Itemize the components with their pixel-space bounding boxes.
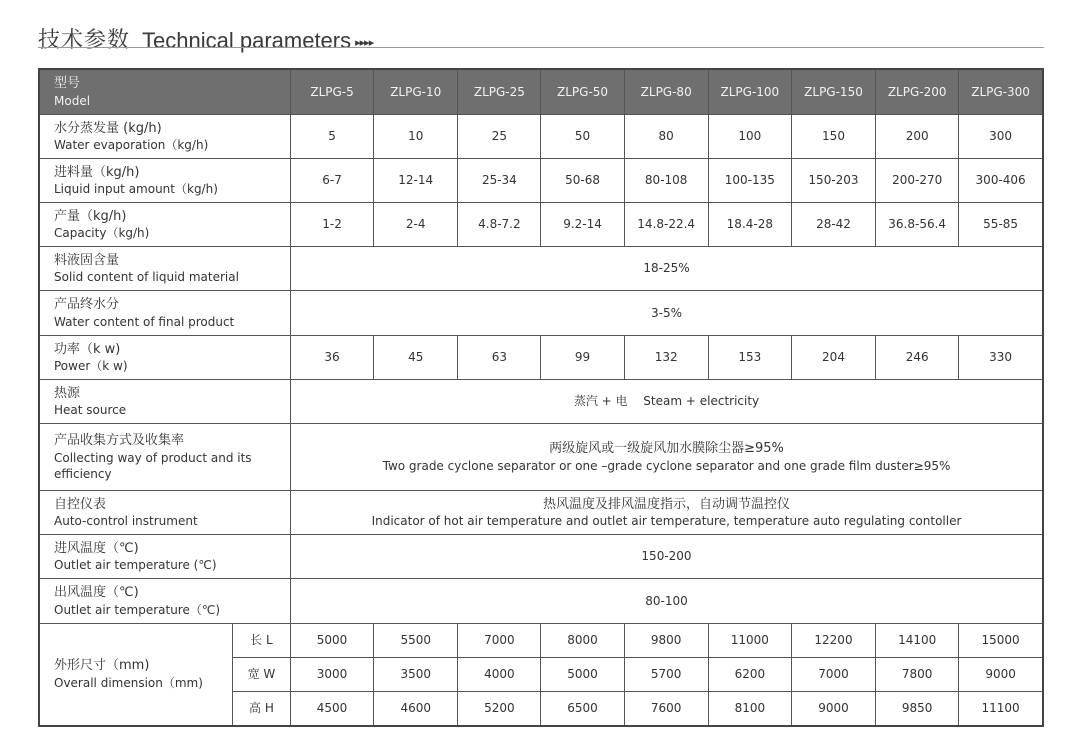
merged-value-cell: 18-25% (290, 247, 1043, 291)
row-label (39, 159, 290, 203)
label-en: Water evaporation（kg/h) (54, 138, 209, 153)
dimension-axis-label: 长 L (232, 624, 290, 658)
value-cell: 7800 (876, 658, 959, 692)
value-cell: 99 (541, 336, 624, 380)
value-cell: 3500 (374, 658, 458, 692)
model-header-cell: ZLPG-10 (374, 69, 458, 115)
value-cell: 50 (541, 115, 624, 159)
value-cell: 7000 (458, 624, 541, 658)
merged-value-cell: 80-100 (290, 579, 1043, 624)
row-label (39, 491, 290, 535)
value-cell: 36 (290, 336, 373, 380)
value-cell: 28-42 (791, 203, 875, 247)
value-cell: 11100 (959, 692, 1043, 726)
table-row (39, 247, 1043, 291)
label-en: Collecting way of product and its efficiency (54, 450, 252, 481)
table-row (39, 159, 1043, 203)
value-cell: 300 (959, 115, 1043, 159)
value-cell: 2-4 (374, 203, 458, 247)
value-cell: 150 (791, 115, 875, 159)
model-header-cell: ZLPG-100 (708, 69, 791, 115)
value-cell: 12-14 (374, 159, 458, 203)
value-cell: 55-85 (959, 203, 1043, 247)
row-label (39, 115, 290, 159)
label-cn: 型号 (54, 76, 81, 92)
value-cell: 6-7 (290, 159, 373, 203)
table-row (39, 535, 1043, 579)
value-cell: 204 (791, 336, 875, 380)
merged-value-en: Indicator of hot air temperature and outlet air temperature, temperature auto regulating contoller (371, 514, 962, 529)
merged-value-en: Two grade cyclone separator or one –grade cyclone separator and one grade film duster≥95% (382, 458, 951, 473)
row-label (39, 380, 290, 424)
value-cell: 4000 (458, 658, 541, 692)
model-header-cell: ZLPG-300 (959, 69, 1043, 115)
arrow-icon: ▸▸▸▸ (355, 36, 374, 49)
dimension-axis-label: 高 H (232, 692, 290, 726)
value-cell: 14.8-22.4 (624, 203, 708, 247)
value-cell: 132 (624, 336, 708, 380)
value-cell: 5000 (541, 658, 624, 692)
value-cell: 5700 (624, 658, 708, 692)
table-row (39, 424, 1043, 491)
value-cell: 4500 (290, 692, 373, 726)
value-cell: 150-203 (791, 159, 875, 203)
value-cell: 5 (290, 115, 373, 159)
model-header-cell: ZLPG-150 (791, 69, 875, 115)
heading-divider (38, 47, 1044, 48)
value-cell: 63 (458, 336, 541, 380)
value-cell: 45 (374, 336, 458, 380)
row-label (39, 247, 290, 291)
spec-table-body (39, 69, 1043, 726)
row-label (39, 203, 290, 247)
row-label (39, 535, 290, 579)
table-row (39, 115, 1043, 159)
value-cell: 8000 (541, 624, 624, 658)
merged-value-cn: 两级旋风或一级旋风加水膜除尘器≥95% (549, 441, 784, 457)
value-cell: 6500 (541, 692, 624, 726)
row-label (39, 336, 290, 380)
dimension-axis-label: 宽 W (232, 658, 290, 692)
label-en: Liquid input amount（kg/h) (54, 182, 218, 197)
value-cell: 9000 (959, 658, 1043, 692)
value-cell: 11000 (708, 624, 791, 658)
row-label (39, 69, 290, 115)
label-cn: 自控仪表 (54, 496, 107, 512)
spec-table (38, 68, 1044, 727)
model-header-cell: ZLPG-200 (876, 69, 959, 115)
label-en: Outlet air temperature (℃) (54, 558, 217, 573)
dimension-row (39, 624, 1043, 658)
value-cell: 25-34 (458, 159, 541, 203)
label-cn: 进风温度（℃) (54, 540, 139, 556)
label-cn: 水分蒸发量 (kg/h) (54, 120, 162, 136)
value-cell: 6200 (708, 658, 791, 692)
table-row (39, 380, 1043, 424)
value-cell: 25 (458, 115, 541, 159)
value-cell: 4.8-7.2 (458, 203, 541, 247)
label-cn: 出风温度（℃) (54, 585, 139, 601)
row-label (39, 579, 290, 624)
merged-value-cell: 150-200 (290, 535, 1043, 579)
header-row (39, 69, 1043, 115)
value-cell: 9000 (791, 692, 875, 726)
table-row (39, 291, 1043, 336)
table-row (39, 579, 1043, 624)
merged-value-cell (290, 424, 1043, 491)
merged-value-cn: 热风温度及排风温度指示，自动调节温控仪 (542, 496, 790, 512)
value-cell: 12200 (791, 624, 875, 658)
value-cell: 300-406 (959, 159, 1043, 203)
merged-value-cell: 蒸汽 + 电 Steam + electricity (290, 380, 1043, 424)
table-row (39, 336, 1043, 380)
label-cn: 产品终水分 (54, 297, 120, 313)
label-en: Overall dimension（mm) (54, 675, 203, 690)
value-cell: 153 (708, 336, 791, 380)
heading-cn: 技术参数 (38, 28, 131, 53)
model-header-cell: ZLPG-80 (624, 69, 708, 115)
merged-value-cell (290, 491, 1043, 535)
value-cell: 10 (374, 115, 458, 159)
value-cell: 5000 (290, 624, 373, 658)
label-cn: 外形尺寸（mm) (54, 658, 150, 674)
model-header-cell: ZLPG-5 (290, 69, 373, 115)
label-cn: 产品收集方式及收集率 (54, 433, 185, 449)
dimension-label (39, 624, 232, 726)
value-cell: 100 (708, 115, 791, 159)
value-cell: 80-108 (624, 159, 708, 203)
model-header-cell: ZLPG-50 (541, 69, 624, 115)
label-en: Solid content of liquid material (54, 270, 239, 285)
heading-en: Technical parameters (142, 28, 352, 53)
value-cell: 200-270 (876, 159, 959, 203)
label-en: Capacity（kg/h) (54, 226, 150, 241)
label-en: Auto-control instrument (54, 514, 198, 529)
merged-value-cell: 3-5% (290, 291, 1043, 336)
table-row (39, 203, 1043, 247)
table-row (39, 491, 1043, 535)
value-cell: 7000 (791, 658, 875, 692)
value-cell: 246 (876, 336, 959, 380)
value-cell: 36.8-56.4 (876, 203, 959, 247)
value-cell: 330 (959, 336, 1043, 380)
value-cell: 5200 (458, 692, 541, 726)
value-cell: 3000 (290, 658, 373, 692)
value-cell: 9800 (624, 624, 708, 658)
value-cell: 5500 (374, 624, 458, 658)
label-en: Outlet air temperature（℃) (54, 602, 221, 617)
label-cn: 料液固含量 (54, 252, 120, 268)
value-cell: 80 (624, 115, 708, 159)
label-cn: 进料量（kg/h) (54, 164, 140, 180)
value-cell: 100-135 (708, 159, 791, 203)
value-cell: 18.4-28 (708, 203, 791, 247)
value-cell: 4600 (374, 692, 458, 726)
label-cn: 功率（k w) (54, 341, 121, 357)
label-en: Model (54, 93, 91, 108)
label-en: Water content of final product (54, 314, 235, 329)
label-en: Power（k w) (54, 359, 128, 374)
model-header-cell: ZLPG-25 (458, 69, 541, 115)
value-cell: 9850 (876, 692, 959, 726)
value-cell: 8100 (708, 692, 791, 726)
value-cell: 7600 (624, 692, 708, 726)
value-cell: 15000 (959, 624, 1043, 658)
label-en: Heat source (54, 403, 127, 418)
value-cell: 50-68 (541, 159, 624, 203)
value-cell: 200 (876, 115, 959, 159)
row-label (39, 291, 290, 336)
row-label (39, 424, 290, 491)
value-cell: 9.2-14 (541, 203, 624, 247)
value-cell: 14100 (876, 624, 959, 658)
label-cn: 产量（kg/h) (54, 208, 127, 224)
page-heading (38, 18, 373, 54)
value-cell: 1-2 (290, 203, 373, 247)
label-cn: 热源 (54, 385, 81, 401)
